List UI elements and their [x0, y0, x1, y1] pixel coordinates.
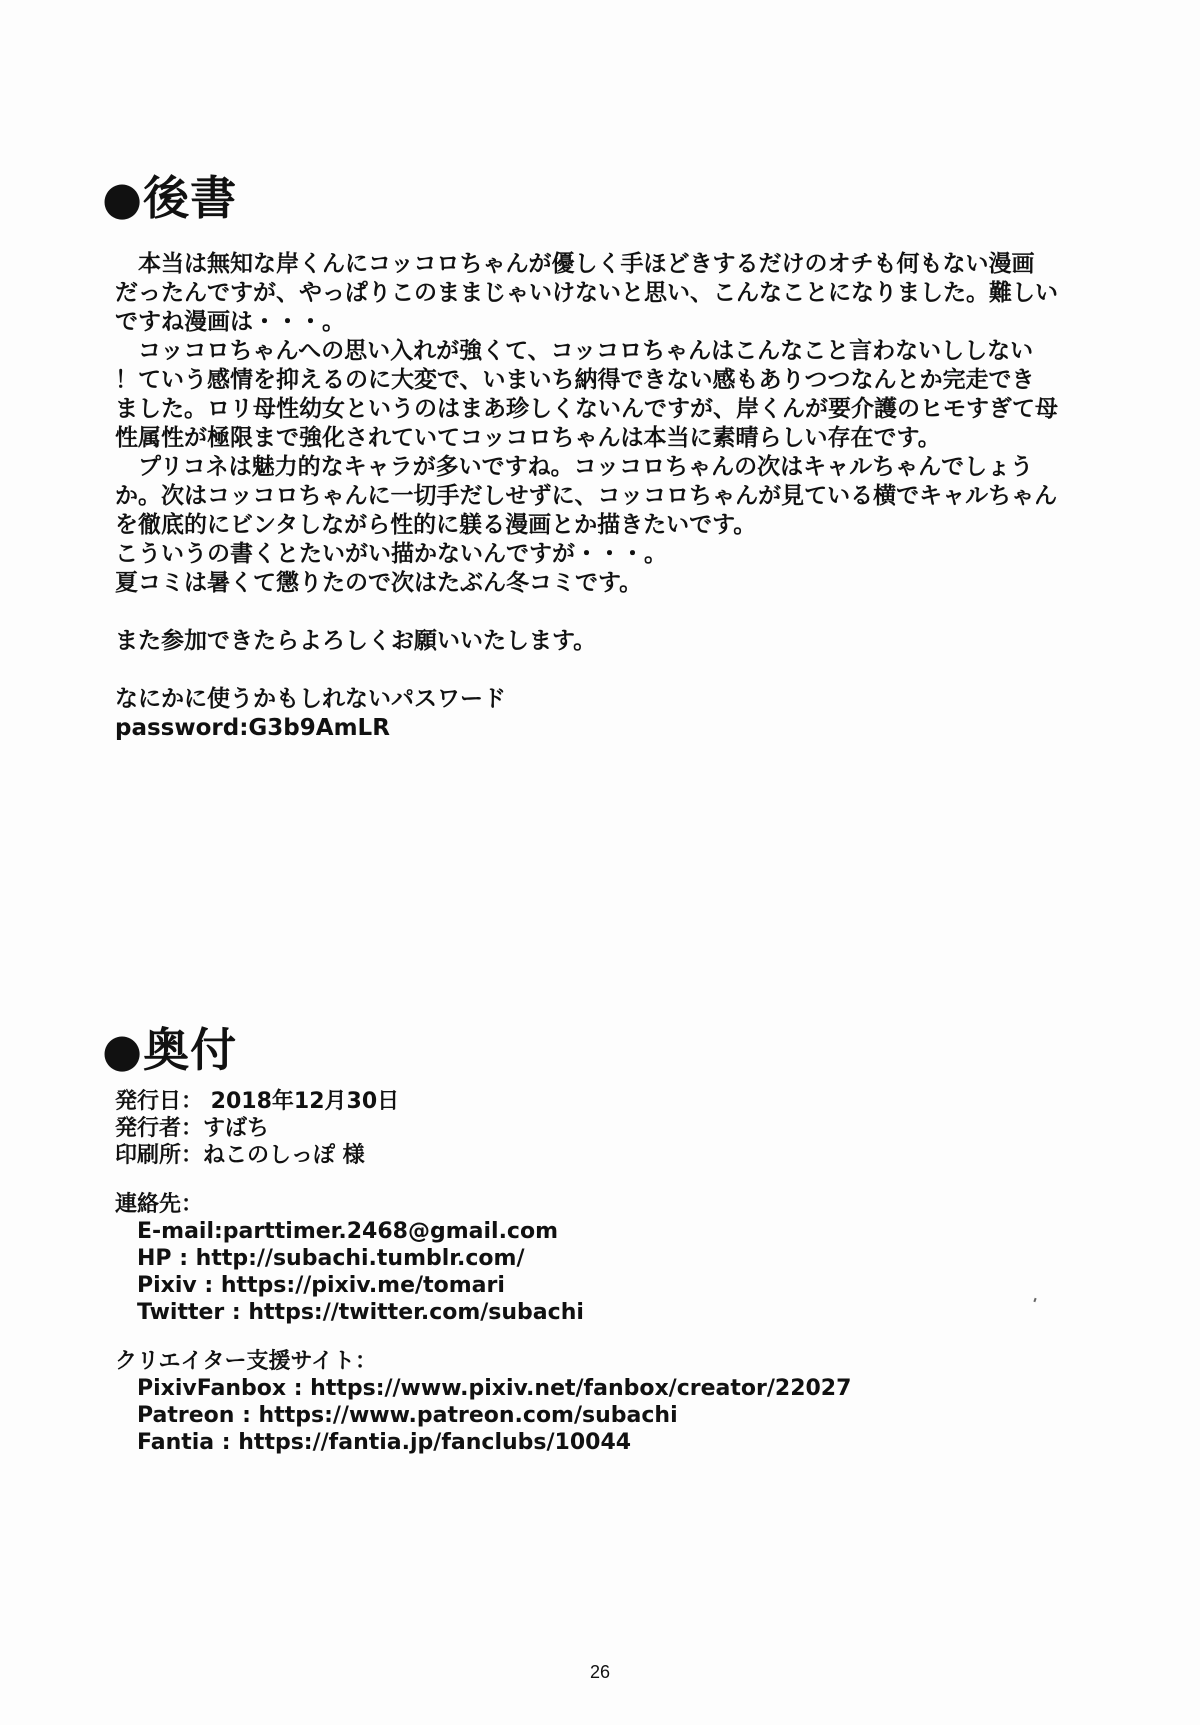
spacer: [115, 1169, 1015, 1191]
contact-twitter: Twitter : https://twitter.com/subachi: [137, 1300, 584, 1325]
support-fantia: Fantia : https://fantia.jp/fanclubs/10044: [137, 1430, 632, 1455]
afterword-line: 本当は無知な岸くんにコッコロちゃんが優しく手ほどきするだけのオチも何もない漫画: [115, 251, 1035, 277]
password-note: なにかに使うかもしれないパスワード: [115, 686, 506, 712]
afterword-line: だったんですが、やっぱりこのままじゃいけないと思い、こんなことになりました。難しい: [115, 280, 1058, 306]
password-text: password:G3b9AmLR: [115, 715, 390, 741]
afterword-line: 夏コミは暑くて懲りたので次はたぶん冬コミです。: [115, 570, 643, 596]
contact-homepage: HP : http://subachi.tumblr.com/: [137, 1246, 525, 1271]
afterword-line: ました。ロリ母性幼女というのはまあ珍しくないんですが、岸くんが要介護のヒモすぎて母: [115, 396, 1058, 422]
publish-date: 発行日： 2018年12月30日: [115, 1089, 400, 1114]
afterword-line: ！ていう感情を抑えるのに大変で、いまいち納得できない感もありつつなんとか完走でき: [115, 367, 1035, 393]
afterword-heading: ●後書: [102, 171, 238, 225]
colophon-body: [115, 1088, 1015, 1456]
scan-speck: [1033, 1298, 1036, 1302]
colophon-heading: ●奥付: [102, 1023, 238, 1077]
afterword-body: [115, 250, 1085, 743]
contact-email: E-mail:parttimer.2468@gmail.com: [137, 1219, 559, 1244]
spacer: [115, 656, 1085, 685]
support-label: クリエイター支援サイト：: [115, 1349, 378, 1374]
support-patreon: Patreon : https://www.patreon.com/subachi: [137, 1403, 678, 1428]
afterword-line: ですね漫画は・・・。: [115, 309, 345, 335]
contact-pixiv: Pixiv : https://pixiv.me/tomari: [137, 1273, 505, 1298]
afterword-line: コッコロちゃんへの思い入れが強くて、コッコロちゃんはこんなこと言わないししない: [115, 338, 1034, 364]
afterword-line: 性属性が極限まで強化されていてコッコロちゃんは本当に素晴らしい存在です。: [115, 425, 941, 451]
publisher: 発行者：すばち: [115, 1116, 270, 1141]
afterword-closing: また参加できたらよろしくお願いいたします。: [115, 628, 597, 654]
printer: 印刷所：ねこのしっぽ 様: [115, 1143, 365, 1168]
spacer: [115, 598, 1085, 627]
spacer: [115, 1326, 1015, 1348]
afterword-line: を徹底的にビンタしながら性的に躾る漫画とか描きたいです。: [115, 512, 757, 538]
contact-label: 連絡先：: [115, 1192, 204, 1217]
afterword-line: プリコネは魅力的なキャラが多いですね。コッコロちゃんの次はキャルちゃんでしょう: [115, 454, 1034, 480]
afterword-line: こういうの書くとたいがい描かないんですが・・・。: [115, 541, 667, 567]
support-pixivfanbox: PixivFanbox : https://www.pixiv.net/fanbox/creator/22027: [137, 1376, 852, 1401]
afterword-line: か。次はコッコロちゃんに一切手だしせずに、コッコロちゃんが見ている横でキャルちゃん: [115, 483, 1058, 509]
page-number: 26: [589, 1662, 611, 1682]
